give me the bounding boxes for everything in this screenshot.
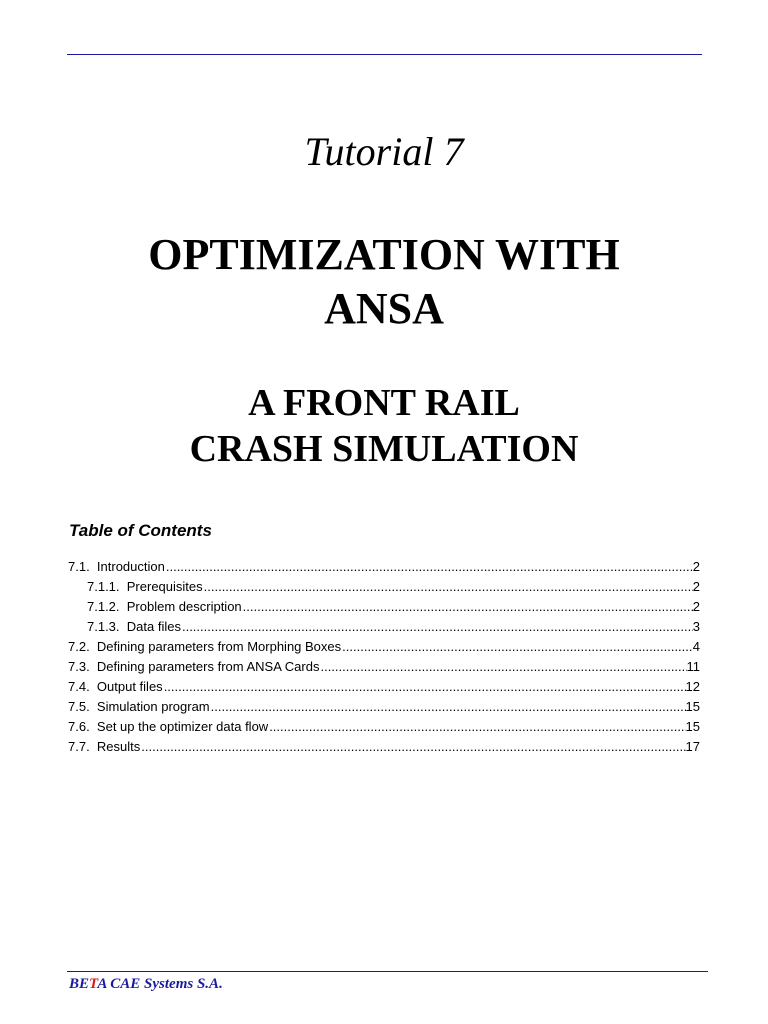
toc-entry-number: 7.5. — [68, 699, 90, 714]
toc-entry-number: 7.2. — [68, 639, 90, 654]
toc-dot-leader — [341, 637, 693, 657]
footer-company-part-2: A CAE Systems S.A. — [97, 976, 223, 992]
main-title-line-2: ANSA — [324, 284, 444, 333]
toc-entry-label: Output files — [96, 679, 163, 694]
toc-entry-page: 15 — [685, 699, 700, 714]
toc-dot-leader — [210, 697, 686, 717]
footer-company-part-1: BE — [69, 976, 90, 992]
toc-entry-page: 2 — [692, 579, 700, 594]
tutorial-title: Tutorial 7 — [304, 129, 464, 174]
toc-entry-number: 7.1. — [68, 559, 90, 574]
toc-dot-leader — [319, 657, 686, 677]
toc-entry-page: 12 — [685, 679, 700, 694]
toc-entry-label: Problem description — [126, 599, 242, 614]
footer-company-accent-letter: T — [89, 976, 98, 992]
toc-entry-number: 7.1.3. — [87, 619, 120, 634]
toc-entry-introduction[interactable] — [68, 557, 700, 577]
toc-dot-leader — [163, 677, 686, 697]
footer-rule — [67, 971, 708, 972]
toc-entry-label: Results — [96, 739, 141, 754]
toc-entry-label: Simulation program — [96, 699, 210, 714]
footer-company — [69, 974, 223, 994]
toc-dot-leader — [203, 577, 693, 597]
toc-entry-page: 17 — [685, 739, 700, 754]
toc-entry-label: Defining parameters from Morphing Boxes — [96, 639, 342, 654]
toc-entry-page: 2 — [692, 559, 700, 574]
toc-entry-simulation-program[interactable] — [68, 697, 700, 717]
toc-entry-page: 2 — [692, 599, 700, 614]
toc-entry-problem-description[interactable] — [68, 597, 700, 617]
main-title-line-1: OPTIMIZATION WITH — [148, 230, 620, 279]
toc-heading: Table of Contents — [69, 521, 212, 540]
sub-title-line-2: CRASH SIMULATION — [189, 428, 579, 470]
toc-entry-number: 7.6. — [68, 719, 90, 734]
toc-dot-leader — [181, 617, 693, 637]
toc-entry-number: 7.4. — [68, 679, 90, 694]
toc-entry-label: Set up the optimizer data flow — [96, 719, 269, 734]
toc-entry-data-files[interactable] — [68, 617, 700, 637]
toc-entry-label: Data files — [126, 619, 181, 634]
toc-entry-results[interactable] — [68, 737, 700, 757]
toc-entry-label: Introduction — [96, 559, 165, 574]
toc-dot-leader — [242, 597, 693, 617]
toc-entry-prerequisites[interactable] — [68, 577, 700, 597]
toc-dot-leader — [165, 557, 693, 577]
toc-entry-page: 15 — [685, 719, 700, 734]
sub-title-line-1: A FRONT RAIL — [248, 382, 520, 424]
toc-entry-page: 11 — [686, 659, 700, 674]
toc-entry-number: 7.7. — [68, 739, 90, 754]
toc-entry-optimizer-data-flow[interactable] — [68, 717, 700, 737]
toc-entry-morphing-boxes[interactable] — [68, 637, 700, 657]
toc-entry-number: 7.1.1. — [87, 579, 120, 594]
toc-entry-ansa-cards[interactable] — [68, 657, 700, 677]
sub-title — [0, 380, 768, 472]
main-title — [0, 228, 768, 336]
toc-dot-leader — [140, 737, 685, 757]
toc-entry-label: Prerequisites — [126, 579, 203, 594]
header-rule — [67, 54, 702, 55]
toc-entry-label: Defining parameters from ANSA Cards — [96, 659, 320, 674]
table-of-contents — [68, 557, 700, 757]
toc-entry-page: 4 — [692, 639, 700, 654]
toc-dot-leader — [268, 717, 685, 737]
toc-entry-page: 3 — [692, 619, 700, 634]
toc-entry-output-files[interactable] — [68, 677, 700, 697]
toc-entry-number: 7.1.2. — [87, 599, 120, 614]
toc-entry-number: 7.3. — [68, 659, 90, 674]
